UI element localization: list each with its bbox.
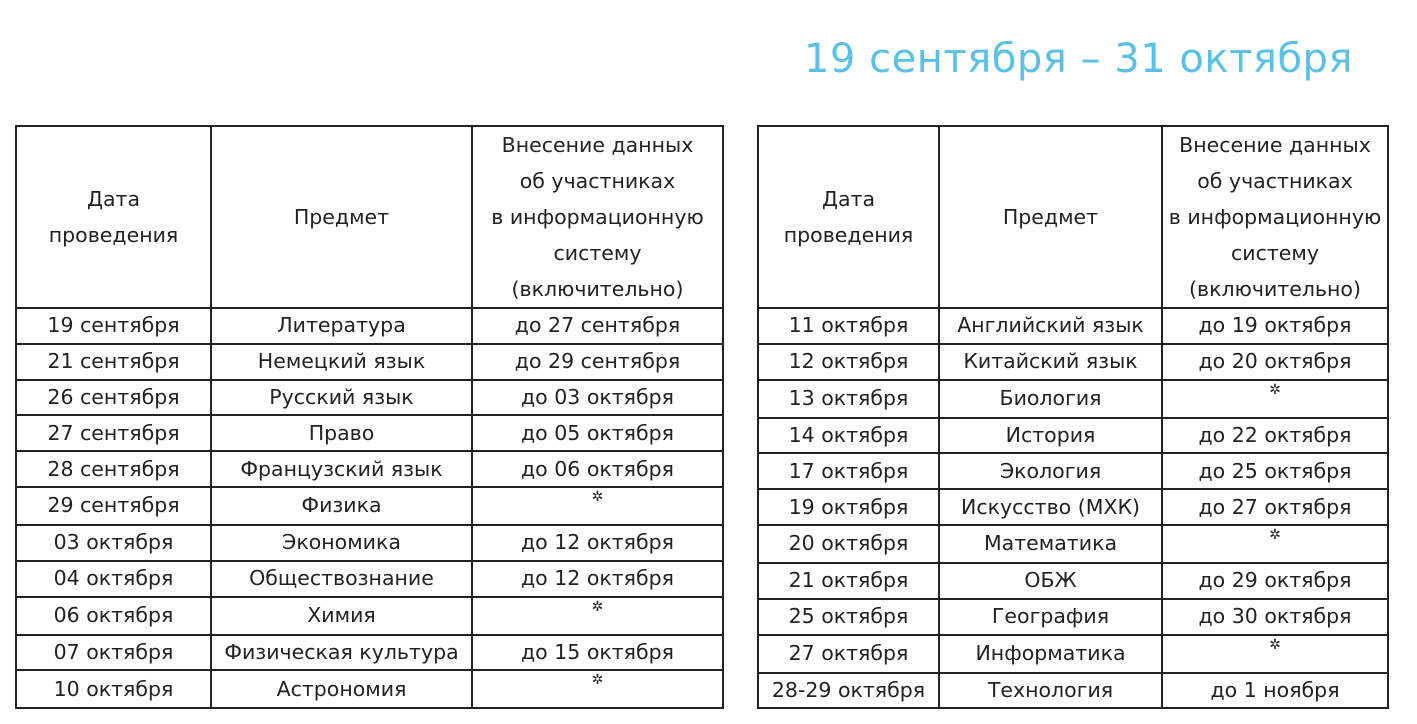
cell-date [16,308,211,344]
cell-deadline [472,344,723,380]
cell-subject [939,380,1162,418]
cell-subject-text: Информатика [975,641,1126,666]
cell-deadline [472,380,723,416]
cell-deadline [472,415,723,451]
cell-deadline [1162,308,1388,344]
cell-date [758,673,939,709]
cell-subject [211,344,472,380]
cell-deadline-text: до 27 октября [1198,494,1352,519]
table-header-row [758,126,1388,308]
cell-deadline [1162,344,1388,380]
header-entry-line: Внесение данных [1179,133,1371,157]
schedule-table-right [757,125,1389,709]
cell-deadline-text: до 29 октября [1198,568,1352,593]
header-date-line: проведения [48,223,179,247]
cell-subject [211,597,472,635]
header-entry-line: в информационную [1168,205,1382,229]
cell-date-text: 19 октября [788,494,909,519]
cell-date-text: 17 октября [788,458,909,483]
cell-date-text: 21 октября [788,568,909,593]
header-entry-line: (включительно) [1189,277,1361,301]
cell-subject [211,451,472,487]
cell-subject-text: Экология [999,458,1102,483]
table-row [16,487,723,525]
table-row [16,380,723,416]
cell-subject [939,563,1162,599]
cell-date-text: 21 сентября [47,349,180,374]
cell-date-text: 19 сентября [47,313,180,338]
cell-date [758,635,939,673]
cell-subject [211,525,472,561]
cell-deadline-text: ✲ [591,598,604,615]
cell-date-text: 27 октября [788,641,909,666]
cell-date [16,635,211,671]
cell-subject-text: Технология [987,677,1114,702]
table-row [16,670,723,708]
cell-deadline-text: до 25 октября [1198,458,1352,483]
cell-deadline [472,597,723,635]
cell-deadline [1162,599,1388,635]
cell-date [758,308,939,344]
page-title: 19 сентября – 31 октября [803,36,1353,82]
cell-date-text: 07 октября [53,639,174,664]
cell-date-text: 13 октября [788,386,909,411]
table-header-row [16,126,723,308]
cell-date-text: 28 сентября [47,456,180,481]
cell-deadline-text: до 06 октября [520,456,675,481]
cell-subject-text: Биология [999,386,1102,411]
cell-subject [211,380,472,416]
cell-date [16,525,211,561]
table-row [16,415,723,451]
cell-deadline [472,451,723,487]
cell-deadline [472,561,723,597]
cell-date [16,451,211,487]
cell-date [758,563,939,599]
header-entry [472,126,723,308]
table-row [758,635,1388,673]
cell-subject-text: Физическая культура [224,639,459,664]
cell-deadline-text: до 22 октября [1198,422,1352,447]
cell-deadline-text: до 20 октября [1198,349,1352,374]
table-row [758,418,1388,454]
cell-subject-text: Право [308,420,375,445]
cell-date-text: 12 октября [788,349,909,374]
cell-deadline-text: до 29 сентября [514,349,681,374]
cell-subject [211,308,472,344]
cell-deadline-text: до 19 октября [1198,313,1352,338]
cell-deadline [1162,418,1388,454]
cell-date [16,380,211,416]
cell-subject [939,489,1162,525]
cell-deadline [1162,453,1388,489]
cell-subject [939,453,1162,489]
table-row [758,525,1388,563]
table-row [758,344,1388,380]
header-entry-line: в информационную [491,205,704,229]
cell-deadline [1162,525,1388,563]
cell-subject-text: Русский язык [269,384,414,409]
table-row [758,563,1388,599]
cell-deadline-text: до 03 октября [520,384,675,409]
cell-subject-text: ОБЖ [1024,568,1077,593]
header-date [16,126,211,308]
header-entry-line: (включительно) [511,277,684,301]
table-row [16,525,723,561]
cell-subject-text: География [991,604,1110,629]
table-row [16,308,723,344]
cell-deadline-text: ✲ [1269,526,1281,543]
table-row [758,380,1388,418]
cell-date [758,344,939,380]
cell-deadline [1162,380,1388,418]
cell-deadline-text: ✲ [591,672,604,689]
table-row [16,451,723,487]
schedule-body-right [758,308,1388,708]
header-subject: Предмет [211,126,472,308]
table-row [16,561,723,597]
table-row [758,453,1388,489]
cell-date [758,453,939,489]
cell-date [16,597,211,635]
cell-deadline-text: ✲ [591,488,604,505]
cell-deadline [472,635,723,671]
cell-date [16,561,211,597]
cell-subject-text: Искусство (МХК) [960,494,1141,519]
cell-date [758,380,939,418]
cell-date-text: 14 октября [788,422,909,447]
header-date-line: Дата [821,187,876,211]
cell-subject [211,487,472,525]
header-date [758,126,939,308]
cell-subject [211,635,472,671]
cell-subject [211,561,472,597]
table-row [758,489,1388,525]
cell-deadline [1162,489,1388,525]
cell-subject-text: Китайский язык [963,349,1138,374]
cell-deadline-text: до 30 октября [1198,604,1352,629]
cell-date-text: 27 сентября [47,420,180,445]
cell-subject-text: История [1005,422,1096,447]
cell-deadline [1162,635,1388,673]
cell-date-text: 06 октября [53,603,174,628]
schedule-table-left [15,125,724,709]
header-date-line: проведения [783,223,914,247]
cell-subject-text: Английский язык [957,313,1144,338]
cell-subject-text: Обществознание [249,566,434,591]
cell-deadline-text: до 15 октября [520,639,675,664]
cell-subject [211,415,472,451]
cell-date [758,418,939,454]
cell-date-text: 28-29 октября [771,677,926,702]
table-row [758,599,1388,635]
cell-subject [939,418,1162,454]
cell-subject [939,635,1162,673]
table-row [758,673,1388,709]
table-row [758,308,1388,344]
cell-deadline [472,308,723,344]
cell-date-text: 20 октября [788,531,909,556]
cell-date [16,670,211,708]
cell-date [16,487,211,525]
cell-date-text: 11 октября [788,313,909,338]
table-row [16,597,723,635]
cell-date [16,415,211,451]
cell-deadline [472,487,723,525]
cell-date-text: 10 октября [53,676,174,701]
cell-date-text: 26 сентября [47,384,180,409]
cell-date [758,599,939,635]
cell-date-text: 03 октября [53,530,174,555]
cell-deadline-text: до 27 сентября [514,313,681,338]
cell-subject-text: Экономика [282,530,401,555]
cell-subject [211,670,472,708]
cell-deadline-text: до 05 октября [520,420,675,445]
header-entry-line: систему [553,241,642,265]
cell-deadline-text: до 12 октября [520,530,675,555]
cell-subject [939,525,1162,563]
cell-deadline-text: до 12 октября [520,566,675,591]
cell-deadline-text: до 1 ноября [1210,677,1340,702]
cell-date [16,344,211,380]
cell-deadline [472,525,723,561]
cell-deadline [472,670,723,708]
cell-subject-text: Математика [983,531,1118,556]
cell-subject [939,308,1162,344]
cell-date-text: 29 сентября [47,493,180,518]
table-row [16,344,723,380]
cell-deadline [1162,563,1388,599]
cell-subject-text: Французский язык [240,456,443,481]
header-subject: Предмет [939,126,1162,308]
cell-subject-text: Астрономия [276,676,407,701]
header-entry-line: об участниках [519,169,676,193]
cell-subject [939,344,1162,380]
cell-subject-text: Химия [307,603,376,628]
header-entry-line: об участниках [1197,169,1353,193]
header-entry-line: Внесение данных [501,133,694,157]
cell-subject [939,673,1162,709]
cell-deadline-text: ✲ [1269,381,1281,398]
cell-subject-text: Литература [277,313,406,338]
cell-subject-text: Физика [301,493,382,518]
cell-deadline [1162,673,1388,709]
header-entry-line: систему [1230,241,1320,265]
cell-date-text: 25 октября [788,604,909,629]
cell-subject-text: Немецкий язык [257,349,426,374]
schedule-body-left [16,308,723,708]
cell-subject [939,599,1162,635]
header-entry [1162,126,1388,308]
cell-deadline-text: ✲ [1269,636,1281,653]
table-row [16,635,723,671]
cell-date-text: 04 октября [53,566,174,591]
cell-date [758,489,939,525]
cell-date [758,525,939,563]
header-date-line: Дата [86,187,141,211]
